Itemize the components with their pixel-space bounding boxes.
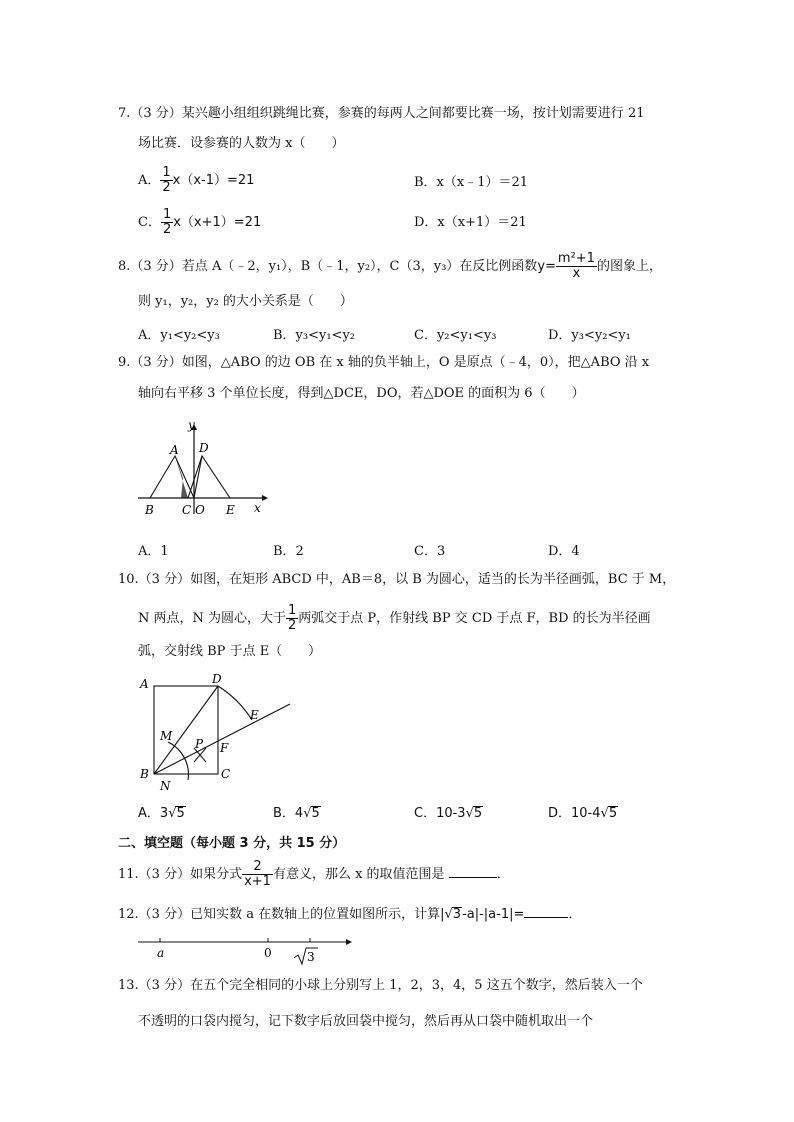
- q10-option-d: D．10-4√5: [548, 806, 618, 821]
- q9-label-y: y: [188, 418, 195, 432]
- q10-label-b: B: [140, 767, 149, 781]
- q8-line1-end: 的图象上，: [596, 259, 662, 274]
- q12-end: ．: [568, 907, 582, 922]
- q10-line2: [138, 604, 651, 633]
- q8-function-fraction: [556, 252, 597, 281]
- q7-option-a-fraction: [160, 166, 172, 195]
- q7-option-c-denominator: 2: [162, 222, 172, 237]
- q11-fraction: [242, 860, 273, 889]
- q11-denominator: x+1: [244, 874, 271, 889]
- q10-label-a: A: [140, 677, 149, 691]
- q9-label-o: O: [195, 503, 205, 517]
- q9-option-c: C．3: [414, 544, 446, 559]
- q12-radicand: 3: [452, 907, 462, 922]
- q10-option-d-radicand: 5: [608, 806, 618, 821]
- q11-answer-blank[interactable]: [449, 865, 497, 878]
- q7-option-c-fraction: [161, 208, 173, 237]
- q9-shaded-region: [175, 456, 188, 498]
- q8-option-b: B．y₃<y₁<y₂: [273, 328, 356, 343]
- q10-line2-text: N 两点，N 为圆心，大于: [138, 611, 287, 626]
- q11-numerator: 2: [242, 860, 273, 875]
- q10-label-d: D: [212, 672, 222, 686]
- q10-option-b: B．4√5: [273, 806, 320, 821]
- q7-option-a-expression: x（x-1）=21: [172, 173, 255, 188]
- q10-option-b-radicand: 5: [311, 806, 320, 821]
- q7-option-b: B．x（x﹣1）＝21: [414, 175, 529, 190]
- q11-text: 11.（3 分）如果分式: [118, 867, 243, 882]
- q12-number-line: [134, 932, 356, 966]
- q12-text: 12.（3 分）已知实数 a 在数轴上的位置如图所示，计算: [118, 907, 441, 922]
- q10-option-c: C．10-3√5: [414, 806, 483, 821]
- q10-label-e: E: [250, 708, 259, 722]
- q10-option-c-prefix: 10-3: [436, 806, 466, 821]
- q8-function-denominator: x: [572, 266, 581, 281]
- q10-option-a-coefficient: 3: [159, 806, 169, 821]
- q8-option-d: D．y₃<y₂<y₁: [548, 328, 631, 343]
- q12-line: 12.（3 分）已知实数 a 在数轴上的位置如图所示，计算|√3-a|-|a-1|= ．: [118, 907, 582, 922]
- q8-line1-text: 8.（3 分）若点 A（﹣2，y₁），B（﹣1，y₂），C（3，y₃）在反比例函数: [118, 259, 538, 274]
- q7-option-c-expression: x（x+1）=21: [173, 215, 262, 230]
- q12-label-radicand: 3: [307, 950, 315, 964]
- q7-option-d: D．x（x+1）＝21: [414, 215, 527, 230]
- q9-figure: [130, 418, 270, 518]
- q9-option-a: A．1: [138, 544, 169, 559]
- q10-option-b-label: B．: [273, 806, 295, 821]
- q8-function-lhs: y=: [537, 259, 556, 274]
- q7-option-a: [138, 166, 254, 195]
- q10-option-c-label: C．: [414, 806, 437, 821]
- q10-line1: 10.（3 分）如图，在矩形 ABCD 中，AB＝8，以 B 为圆心，适当的长为半径画弧，BC 于 M，: [118, 572, 676, 587]
- q12-label-0: 0: [264, 946, 272, 960]
- q10-fraction: [286, 604, 298, 633]
- q8-option-a: A．y₁<y₂<y₃: [138, 328, 220, 343]
- q7-line2: 场比赛．设参赛的人数为 x（ ）: [138, 136, 345, 151]
- q9-label-e: E: [226, 503, 235, 517]
- q9-label-b: B: [145, 503, 154, 517]
- q10-option-a: A．3√5: [138, 806, 185, 821]
- q10-option-c-radicand: 5: [473, 806, 483, 821]
- q9-line1: 9.（3 分）如图，△ABO 的边 OB 在 x 轴的负半轴上，O 是原点（﹣4，0），把△ABO 沿 x: [118, 355, 650, 370]
- q10-label-f: F: [220, 741, 229, 755]
- q7-line1: 7.（3 分）某兴趣小组组织跳绳比赛，参赛的每两人之间都要比赛一场，按计划需要进行 21: [118, 106, 645, 121]
- q10-label-p: P: [195, 737, 204, 751]
- q10-label-c: C: [221, 767, 231, 781]
- q8-function-numerator: m²+1: [557, 251, 595, 266]
- q10-option-a-label: A．: [138, 806, 160, 821]
- q9-label-x: x: [254, 501, 261, 515]
- q7-option-c-label: C．: [138, 215, 161, 230]
- q10-option-a-radicand: 5: [176, 806, 185, 821]
- q12-abs-open: |: [440, 907, 445, 922]
- q10-line2-end: 两弧交于点 P，作射线 BP 交 CD 于点 F，BD 的长为半径画: [298, 611, 651, 626]
- q9-option-b: B．2: [273, 544, 304, 559]
- q7-option-a-numerator: 1: [162, 165, 171, 180]
- q11-line: [118, 860, 510, 889]
- q9-label-a: A: [170, 443, 179, 457]
- q13-line2: 不透明的口袋内搅匀，记下数字后放回袋中搅匀，然后再从口袋中随机取出一个: [138, 1014, 594, 1029]
- q9-option-d: D．4: [548, 544, 580, 559]
- q13-line1: 13.（3 分）在五个完全相同的小球上分别写上 1，2，3，4，5 这五个数字，然后装入一个: [118, 978, 643, 993]
- q7-option-c: [138, 208, 261, 237]
- q9-line2: 轴向右平移 3 个单位长度，得到△DCE，DO，若△DOE 的面积为 6（ ）: [138, 386, 585, 401]
- q10-figure: [134, 670, 304, 796]
- q10-arc-de: [218, 686, 252, 720]
- q10-label-n: N: [160, 779, 171, 793]
- q10-option-b-coefficient: 4: [294, 806, 304, 821]
- q10-line3: 弧，交射线 BP 于点 E（ ）: [138, 644, 322, 659]
- q10-option-d-label: D．: [548, 806, 572, 821]
- q9-label-c: C: [182, 503, 192, 517]
- q8-option-c: C．y₂<y₁<y₃: [414, 328, 497, 343]
- q12-expression: -a|-|a-1|=: [462, 907, 525, 922]
- q9-label-d: D: [199, 441, 209, 455]
- q12-axis-arrow: [346, 939, 352, 945]
- q10-ray-bp: [154, 704, 290, 774]
- q9-triangle-abo: [150, 456, 194, 498]
- q12-label-a: a: [157, 946, 165, 960]
- section-heading: 二、填空题（每小题 3 分，共 15 分）: [118, 836, 346, 851]
- q10-fraction-denominator: 2: [288, 618, 297, 633]
- q10-fraction-numerator: 1: [288, 603, 297, 618]
- q8-line2: 则 y₁，y₂，y₂ 的大小关系是（ ）: [138, 294, 353, 309]
- q9-x-axis-arrow: [262, 495, 268, 501]
- q7-option-a-denominator: 2: [162, 180, 171, 195]
- q8-line1: [118, 252, 662, 281]
- q7-option-a-label: A．: [138, 173, 161, 188]
- q10-option-d-prefix: 10-4: [571, 806, 601, 821]
- q7-option-c-numerator: 1: [162, 207, 172, 222]
- q11-text-after: 有意义，那么 x 的取值范围是: [272, 867, 445, 882]
- q11-end: ．: [496, 867, 510, 882]
- q12-answer-blank[interactable]: [524, 905, 568, 918]
- q10-label-m: M: [160, 729, 173, 743]
